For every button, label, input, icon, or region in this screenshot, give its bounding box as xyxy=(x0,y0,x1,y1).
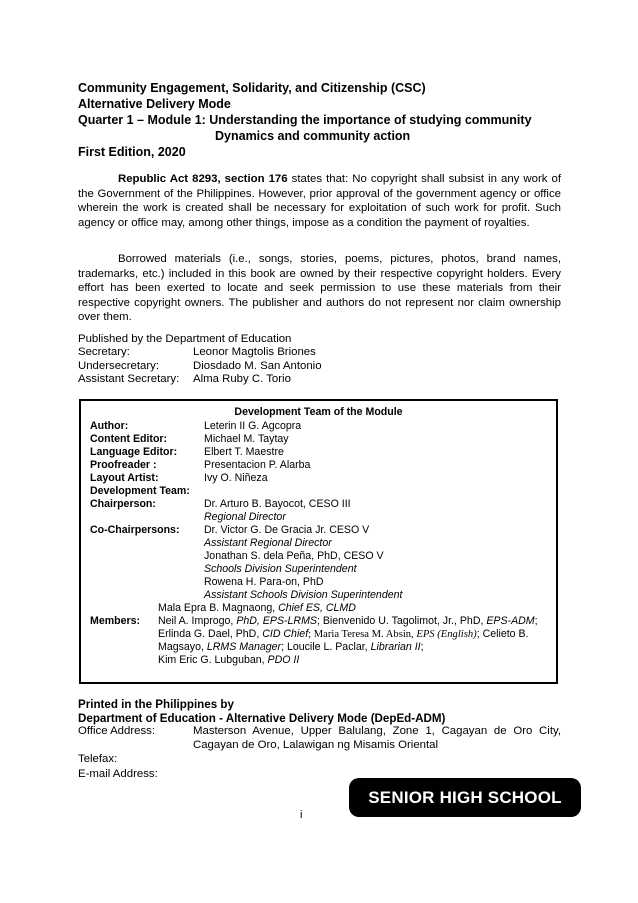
member-name: ; Loucile L. Paclar, xyxy=(281,641,371,653)
module-title-cont: Dynamics and community action xyxy=(215,129,411,143)
officer-label: Undersecretary: xyxy=(78,359,160,372)
team-heading: Development Team of the Module xyxy=(234,406,403,418)
officer-name: Alma Ruby C. Torio xyxy=(193,373,291,386)
co-chairpersons-label: Co-Chairpersons: xyxy=(90,524,180,536)
member-name: ; Celieto B. xyxy=(476,628,529,640)
co-chair-name: Dr. Victor G. De Gracia Jr. CESO V xyxy=(204,524,370,536)
printed-in: Printed in the Philippines by xyxy=(78,698,234,711)
office-address-value: Masterson Avenue, Upper Balulang, Zone 1, Cagayan de Oro City, Cagayan de Oro, Lalawigan ng Misamis Oriental xyxy=(193,725,561,752)
members-label: Members: xyxy=(90,615,141,627)
published-by: Published by the Department of Education xyxy=(78,333,292,345)
member-title: Chief ES, CLMD xyxy=(278,602,356,614)
co-chair-name: Jonathan S. dela Peña, PhD, CESO V xyxy=(204,550,384,562)
member-name: Kim Eric G. Lubguban, xyxy=(158,654,268,666)
title-block xyxy=(78,80,532,160)
copyright-text: states that: No copyright shall subsist in any work of the Government of the Philippines. However, prior approval of the government agency or office wherein the work is created shall be necessary for exploitation of such work for profit. Such agency or office may, among other things, impose as a condition the payment of royalties. xyxy=(78,173,562,229)
senior-high-school-badge: SENIOR HIGH SCHOOL xyxy=(349,778,581,817)
member-name: Mala Epra B. Magnaong, xyxy=(158,602,279,614)
language-editor-label: Language Editor: xyxy=(90,446,178,458)
members-line-2 xyxy=(158,628,558,641)
co-chair-title: Assistant Schools Division Superintendent xyxy=(204,589,403,601)
member-name: Neil A. Improgo, xyxy=(158,615,237,627)
member-title: LRMS Manager xyxy=(206,641,282,653)
member-name: Erlinda G. Dael, PhD, xyxy=(158,628,263,640)
officer-row xyxy=(78,346,322,359)
co-chair-name: Rowena H. Para-on, PhD xyxy=(204,576,324,588)
printer-name: Department of Education - Alternative Delivery Mode (DepEd-ADM) xyxy=(78,712,446,725)
officer-name: Leonor Magtolis Briones xyxy=(193,346,316,359)
members-line-4 xyxy=(158,654,558,667)
co-chair-title: Schools Division Superintendent xyxy=(204,563,357,575)
content-editor-label: Content Editor: xyxy=(90,433,168,445)
member-name: ; Maria Teresa M. Absin, xyxy=(308,629,417,640)
office-address-row xyxy=(78,724,561,752)
email-label: E-mail Address: xyxy=(78,767,158,780)
page-number: i xyxy=(300,809,303,821)
development-team-box xyxy=(79,399,558,684)
borrowed-text: Borrowed materials (i.e., songs, stories, poems, pictures, photos, brand names, trademarks, etc.) included in this book are owned by their respective copyright holders. Every effort has been exerted to locate and seek permission to use these materials from their respective copyright owners. The publisher and authors do not represent nor claim ownership over them. xyxy=(78,253,561,324)
author-label: Author: xyxy=(90,420,129,432)
language-editor-name: Elbert T. Maestre xyxy=(204,446,284,458)
content-editor-name: Michael M. Taytay xyxy=(204,433,289,445)
member-title: PDO II xyxy=(267,654,300,666)
chairperson-name: Dr. Arturo B. Bayocot, CESO III xyxy=(204,498,351,510)
member-title: Librarian II xyxy=(370,641,421,653)
layout-artist-name: Ivy O. Niñeza xyxy=(204,472,268,484)
layout-artist-label: Layout Artist: xyxy=(90,472,159,484)
chairperson-label: Chairperson: xyxy=(90,498,156,510)
member-name: ; Bienvenido U. Tagolimot, Jr., PhD, xyxy=(316,615,487,627)
module-title: Quarter 1 – Module 1: Understanding the importance of studying community xyxy=(78,113,532,127)
contact-block xyxy=(78,724,561,781)
member-title: EPS (English) xyxy=(416,629,477,640)
copyright-paragraph xyxy=(78,172,561,230)
officer-row xyxy=(78,360,322,373)
officer-label: Assistant Secretary: xyxy=(78,373,180,386)
telefax-label: Telefax: xyxy=(78,753,118,766)
development-team-label: Development Team: xyxy=(90,485,190,497)
subject-title: Community Engagement, Solidarity, and Citizenship (CSC) xyxy=(78,81,426,95)
member-title: PhD, EPS-LRMS xyxy=(236,615,317,627)
member-title: EPS-ADM xyxy=(486,615,535,627)
member-title: CID Chief xyxy=(262,628,309,640)
officer-name: Diosdado M. San Antonio xyxy=(193,359,322,372)
members-line-3: Magsayo, LRMS Manager; Loucile L. Paclar, Librarian II; xyxy=(158,641,424,653)
printed-block xyxy=(78,698,445,726)
publisher-block xyxy=(78,333,322,387)
officer-row xyxy=(78,373,322,386)
proofreader-name: Presentacion P. Alarba xyxy=(204,459,311,471)
author-name: Leterin II G. Agcopra xyxy=(204,420,302,432)
officer-label: Secretary: xyxy=(78,346,130,359)
co-chair-title: Assistant Regional Director xyxy=(204,537,332,549)
proofreader-label: Proofreader : xyxy=(90,459,157,471)
copyright-law: Republic Act 8293, section 176 xyxy=(118,173,288,185)
office-address-label: Office Address: xyxy=(78,725,156,737)
mala-line xyxy=(158,602,558,615)
edition: First Edition, 2020 xyxy=(78,145,186,159)
delivery-mode: Alternative Delivery Mode xyxy=(78,97,231,111)
member-name: Magsayo, xyxy=(158,641,207,653)
chairperson-title: Regional Director xyxy=(204,511,286,523)
borrowed-paragraph xyxy=(78,252,561,325)
members-line-1: Neil A. Improgo, PhD, EPS-LRMS; Bienvenido U. Tagolimot, Jr., PhD, EPS-ADM; xyxy=(158,615,538,627)
